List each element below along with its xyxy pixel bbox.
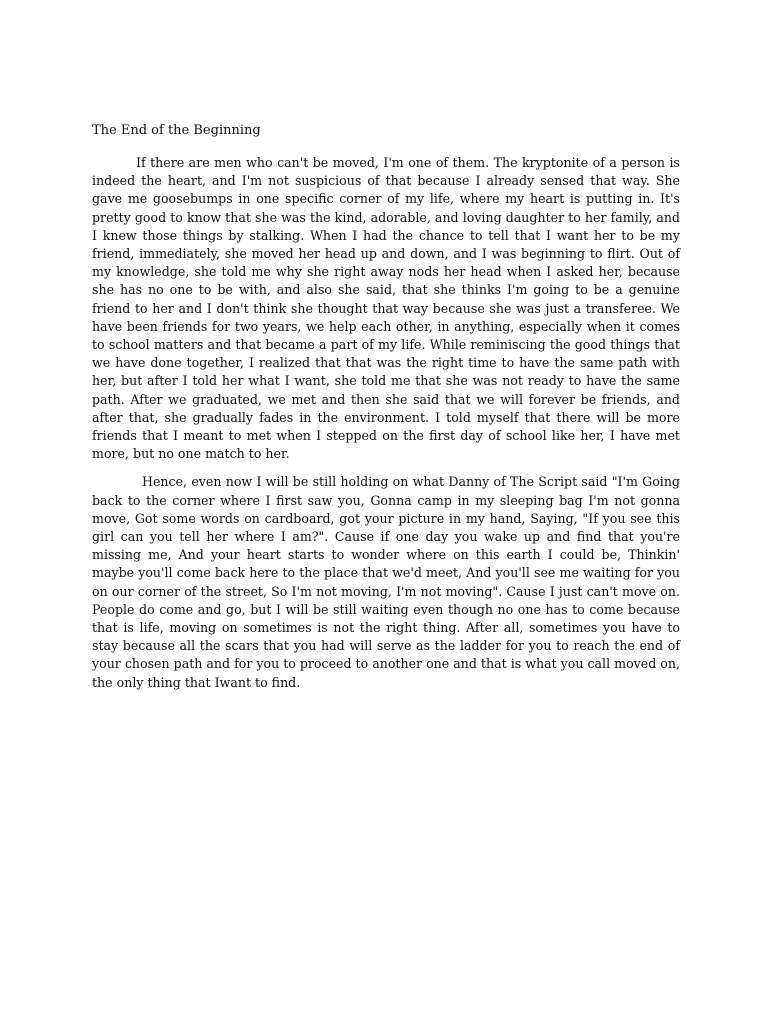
paragraph-1: If there are men who can't be moved, I'm one of them. The kryptonite of a person is indeed the heart, and I'm not suspicious of that because I already sensed that way. She gave me goosebumps in one specific corner of my life, where my heart is putting in. It's pretty good to know that she was the kind, adorable, and loving daughter to her family, and I knew those things by stalking. When I had the chance to tell that I want her to be my friend, immediately, she moved her head up and down, and I was beginning to flirt. Out of my knowledge, she told me why she right away nods her head when I asked her, because she has no one to be with, and also she said, that she thinks I'm going to be a genuine friend to her and I don't think she thought that way because she was just a transferee. We have been friends for two years, we help each other, in anything, especially when it comes to school matters and that became a part of my life. While reminiscing the good things that we have done together, I realized that that was the right time to have the same path with her, but after I told her what I want, she told me that she was not ready to have the same path. After we graduated, we met and then she said that we will forever be friends, and after that, she gradually fades in the environment. I told myself that there will be more friends that I meant to met when I stepped on the first day of school like her, I have met more, but no one match to her. xyxy=(92,155,680,462)
paragraph-2: Hence, even now I will be still holding on what Danny of The Script said "I'm Going back to the corner where I first saw you, Gonna camp in my sleeping bag I'm not gonna move, Got some words on cardboard, got your picture in my hand, Saying, "If you see this girl can you tell her where I am?". Cause if one day you wake up and find that you're missing me, And your heart starts to wonder where on this earth I could be, Thinkin' maybe you'll come back here to the place that we'd meet, And you'll see me waiting for you on our corner of the street, So I'm not moving, I'm not moving". Cause I just can't move on. People do come and go, but I will be still waiting even though no one has to come because that is life, moving on sometimes is not the right thing. After all, sometimes you have to stay because all the scars that you had will serve as the ladder for you to reach the end of your chosen path and for you to proceed to another one and that is what you call moved on, the only thing that Iwant to find. xyxy=(92,474,680,690)
document-page xyxy=(92,122,680,702)
document-title: The End of the Beginning xyxy=(92,123,261,138)
